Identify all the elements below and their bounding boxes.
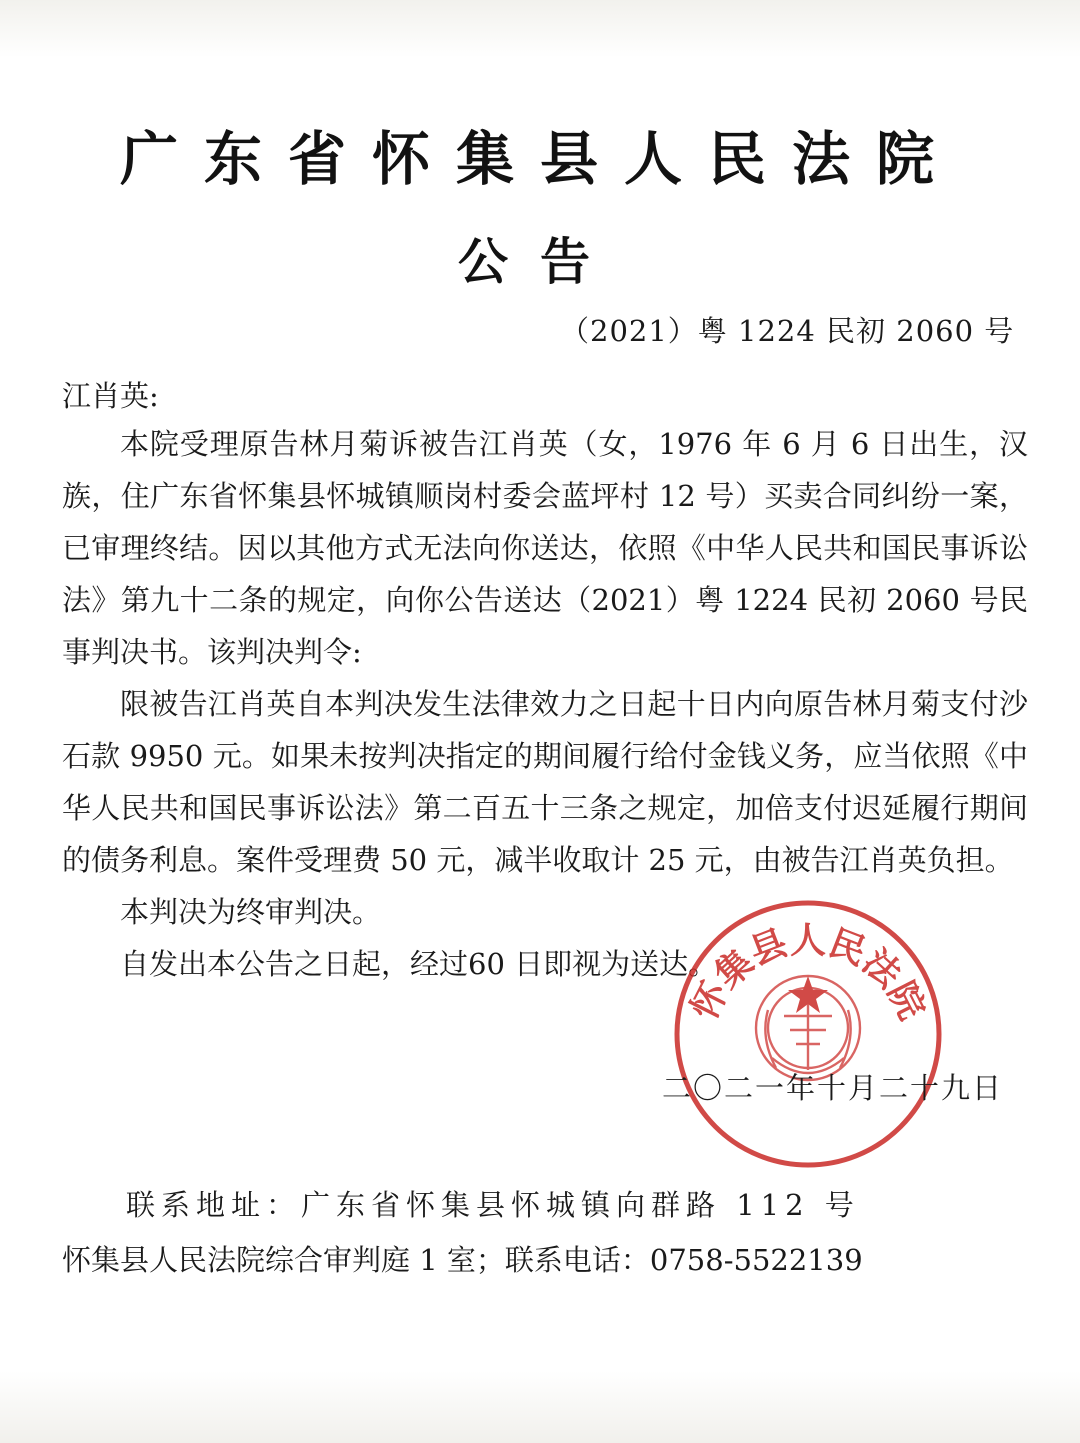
case-number: （2021）粤 1224 民初 2060 号 bbox=[560, 314, 1015, 348]
contact-info bbox=[62, 1178, 1022, 1288]
paragraph-service-period: 自发出本公告之日起，经过60 日即视为送达。 bbox=[120, 947, 718, 981]
svg-text:怀集县人民法院: 怀集县人民法院 bbox=[683, 920, 933, 1027]
addressee: 江肖英: bbox=[62, 379, 159, 413]
notice-date: 二〇二一年十月二十九日 bbox=[662, 1071, 1004, 1105]
court-name-title: 广东省怀集县人民法院 bbox=[119, 125, 960, 193]
contact-phone-line: 怀集县人民法院综合审判庭 1 室；联系电话：0758-5522139 bbox=[62, 1243, 863, 1277]
document-type-title: 公告 bbox=[458, 233, 622, 291]
court-seal-icon bbox=[672, 898, 944, 1170]
paragraph-judgment: 限被告江肖英自本判决发生法律效力之日起十日内向原告林月菊支付沙石款 9950 元。如果未按判决指定的期间履行给付金钱义务，应当依照《中华人民共和国民事诉讼法》第二百五十三条之规定，加倍支付迟延履行期间的债务利息。案件受理费 50 元，减半收取计 25 元，由被告江肖英负担。 bbox=[62, 687, 1028, 877]
paragraph-case-intro: 本院受理原告林月菊诉被告江肖英（女，1976 年 6 月 6 日出生，汉族，住广东省怀集县怀城镇顺岗村委会蓝坪村 12 号）买卖合同纠纷一案，已审理终结。因以其他方式无法向你送达，依照《中华人民共和国民事诉讼法》第九十二条的规定，向你公告送达（2021）粤 1224 民初 2060 号民事判决书。该判决判令: bbox=[62, 427, 1028, 669]
paragraph-final-judgment: 本判决为终审判决。 bbox=[120, 895, 382, 929]
contact-address: 联系地址：广东省怀集县怀城镇向群路 112 号 bbox=[126, 1188, 860, 1222]
